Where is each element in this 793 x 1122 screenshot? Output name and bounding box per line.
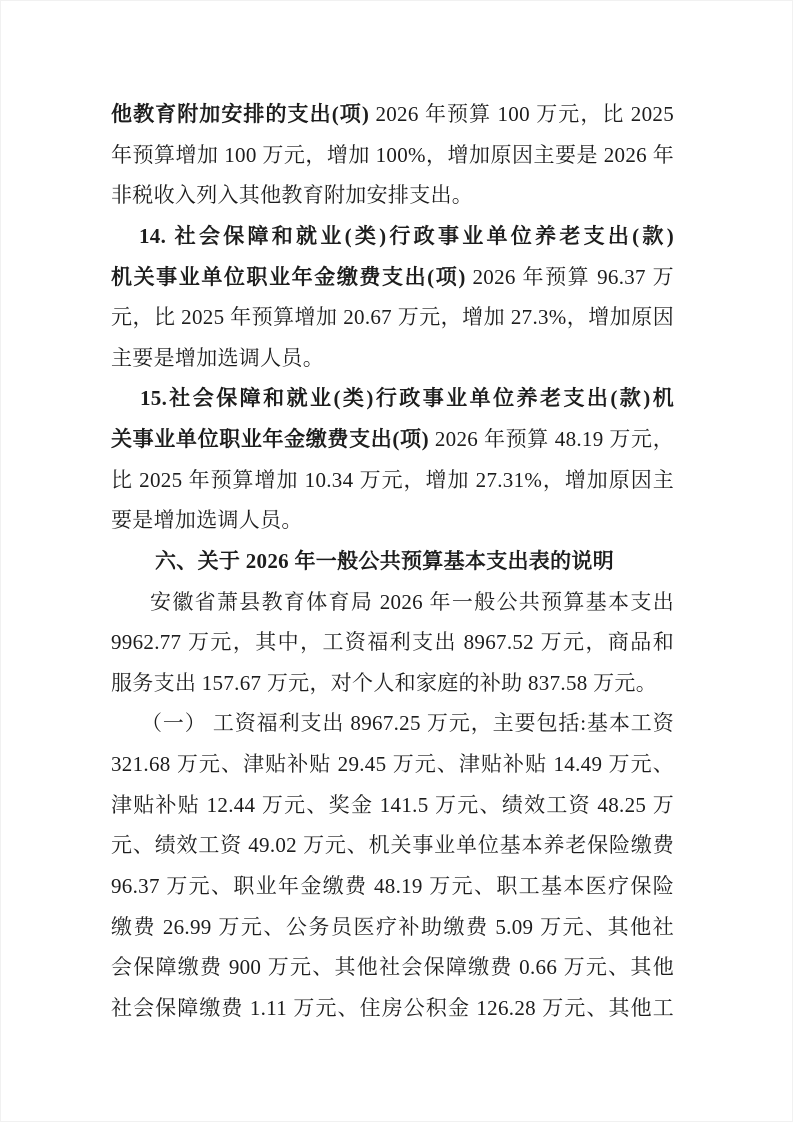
text-segment: 2026 年预算 48.19 万元， (428, 427, 674, 451)
text-line (111, 378, 674, 419)
paragraph-basic-expenditure-summary (111, 582, 674, 704)
text-segment: 2026 年预算 100 万元，比 2025 (369, 102, 674, 126)
text-segment: 元、绩效工资 49.02 万元、机关事业单位基本养老保险缴费 (111, 833, 674, 858)
bold-text-segment: 六、关于 2026 年一般公共预算基本支出表的说明 (155, 548, 614, 573)
text-segment: 2026 年预算 96.37 万 (465, 264, 674, 289)
text-segment: 要是增加选调人员。 (111, 508, 303, 533)
text-line (111, 866, 674, 907)
text-line (111, 338, 674, 379)
bold-text-segment: 他教育附加安排的支出(项) (111, 102, 370, 126)
text-line (111, 785, 674, 826)
text-segment: 9962.77 万元，其中，工资福利支出 8967.52 万元，商品和 (111, 630, 674, 655)
text-line (111, 907, 674, 948)
text-line (111, 297, 674, 338)
text-line (111, 135, 674, 176)
text-block (111, 94, 674, 1028)
text-line (111, 216, 674, 257)
paragraph-wage-welfare-detail (111, 703, 674, 1028)
text-line (111, 663, 674, 704)
text-line (111, 460, 674, 501)
paragraph-item-13-continuation (111, 94, 674, 216)
text-line (111, 622, 674, 663)
text-segment: 元，比 2025 年预算增加 20.67 万元，增加 27.3%，增加原因 (111, 305, 674, 330)
text-line (111, 419, 674, 460)
text-segment: 96.37 万元、职业年金缴费 48.19 万元、职工基本医疗保险 (111, 873, 674, 898)
text-segment: 服务支出 157.67 万元，对个人和家庭的补助 837.58 万元。 (111, 670, 657, 695)
text-line (111, 744, 674, 785)
text-segment: 安徽省萧县教育体育局 2026 年一般公共预算基本支出 (150, 589, 674, 614)
text-line (111, 175, 674, 216)
bold-text-segment: 机关事业单位职业年金缴费支出(项) (111, 264, 466, 289)
text-line (111, 947, 674, 988)
text-segment: 津贴补贴 12.44 万元、奖金 141.5 万元、绩效工资 48.25 万 (111, 792, 674, 817)
text-segment: 会保障缴费 900 万元、其他社会保障缴费 0.66 万元、其他 (111, 955, 674, 980)
paragraph-item-15 (111, 378, 674, 541)
bold-text-segment: 关事业单位职业年金缴费支出(项) (111, 427, 429, 451)
text-segment: 主要是增加选调人员。 (111, 345, 324, 370)
text-segment: 非税收入列入其他教育附加安排支出。 (111, 183, 474, 208)
paragraph-section-6-heading (111, 541, 674, 582)
text-line (111, 257, 674, 298)
text-line (111, 703, 674, 744)
paragraph-item-14 (111, 216, 674, 379)
text-line (111, 94, 674, 135)
text-segment: 321.68 万元、津贴补贴 29.45 万元、津贴补贴 14.49 万元、 (111, 752, 674, 776)
text-line (111, 541, 674, 582)
text-segment: 社会保障缴费 1.11 万元、住房公积金 126.28 万元、其他工 (111, 995, 674, 1020)
bold-text-segment: 15.社会保障和就业(类)行政事业单位养老支出(款)机 (140, 386, 674, 411)
text-line (111, 500, 674, 541)
text-line (111, 582, 674, 623)
text-segment: 比 2025 年预算增加 10.34 万元，增加 27.31%，增加原因主 (111, 467, 674, 492)
text-line (111, 988, 674, 1029)
bold-text-segment: 14. 社会保障和就业(类)行政事业单位养老支出(款) (139, 223, 674, 248)
text-segment: （一） 工资福利支出 8967.25 万元，主要包括:基本工资 (141, 711, 674, 736)
text-line (111, 825, 674, 866)
text-segment: 年预算增加 100 万元，增加 100%，增加原因主要是 2026 年 (111, 142, 674, 167)
text-segment: 缴费 26.99 万元、公务员医疗补助缴费 5.09 万元、其他社 (111, 914, 674, 939)
